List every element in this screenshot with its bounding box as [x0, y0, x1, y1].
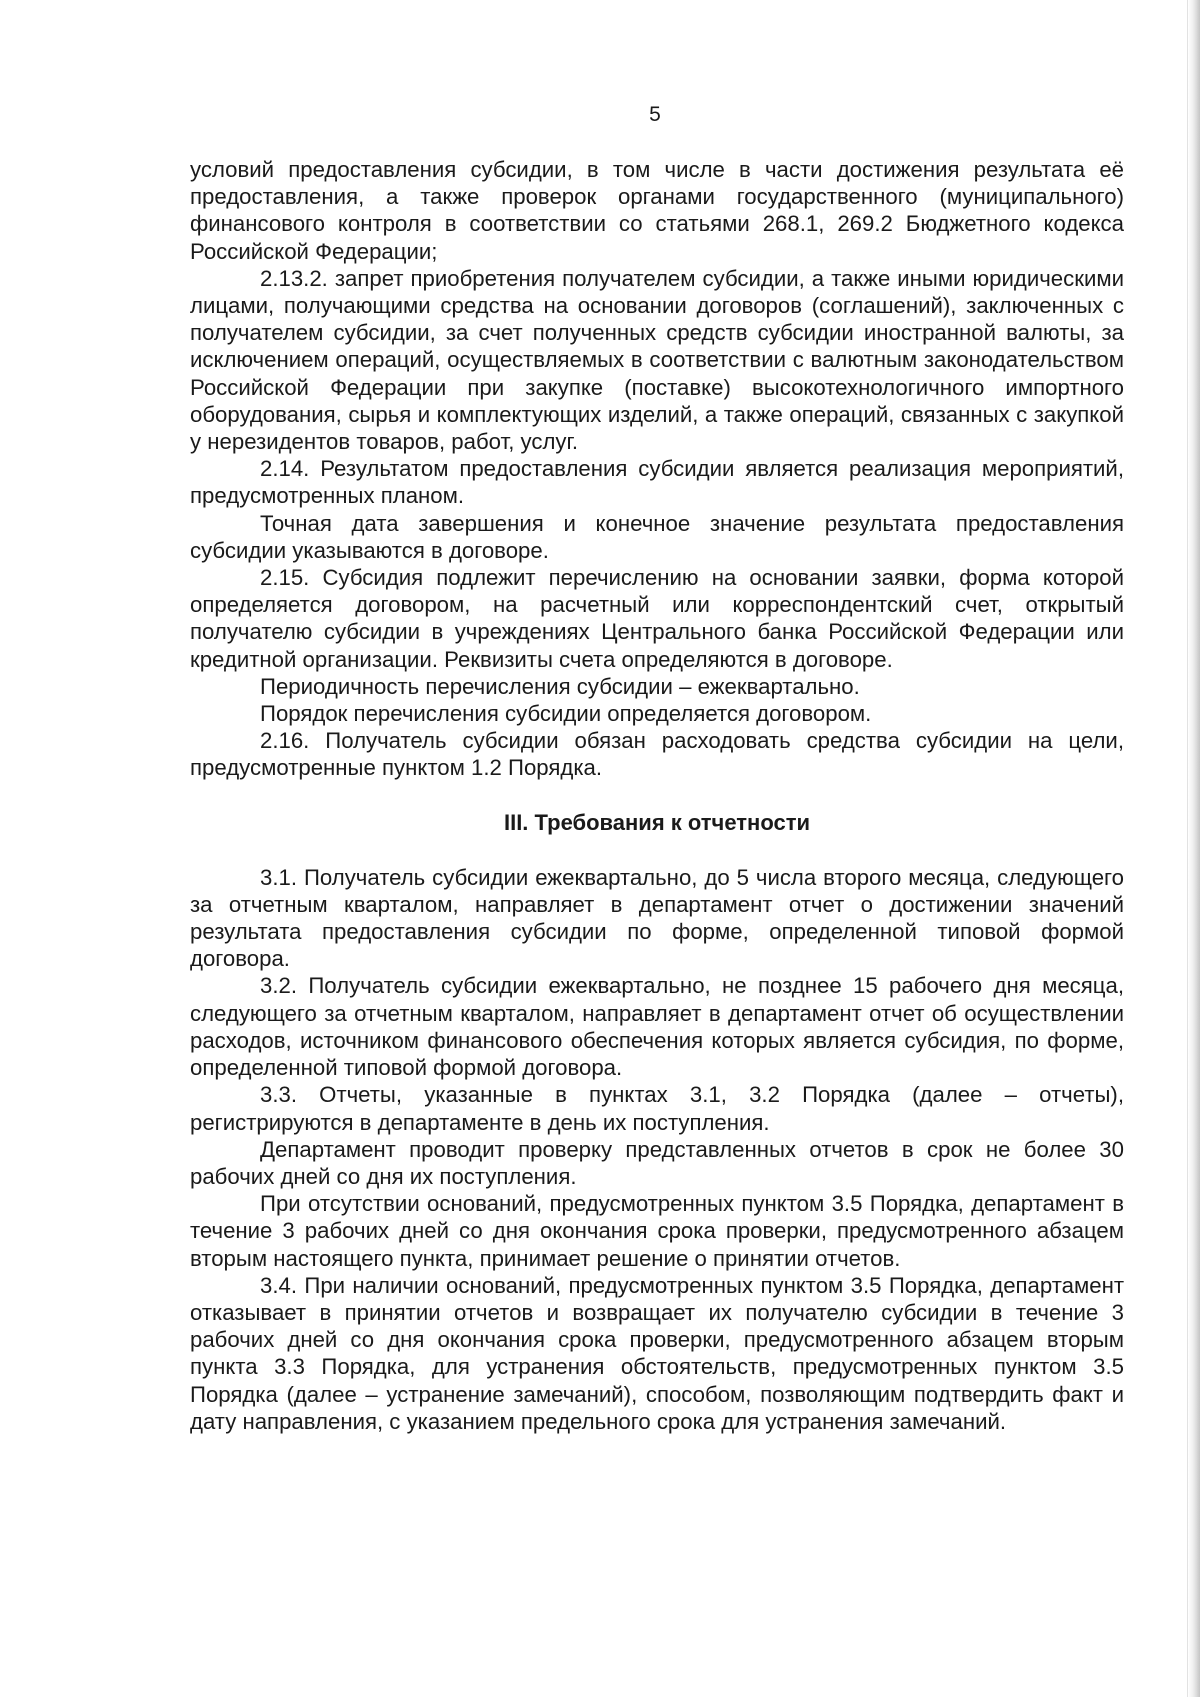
paragraph-2-14: 2.14. Результатом предоставления субсидии является реализация мероприятий, предусмотренных планом.	[190, 456, 1124, 509]
page-edge-shadow	[1188, 0, 1200, 1697]
paragraph-3-3: 3.3. Отчеты, указанные в пунктах 3.1, 3.2 Порядка (далее – отчеты), регистрируются в департаменте в день их поступления.	[190, 1082, 1124, 1135]
paragraph-2-16: 2.16. Получатель субсидии обязан расходовать средства субсидии на цели, предусмотренные пунктом 1.2 Порядка.	[190, 728, 1124, 781]
page-number: 5	[649, 103, 661, 126]
paragraph-continuation: условий предоставления субсидии, в том числе в части достижения результата её предоставления, а также проверок органами государственного (муниципального) финансового контроля в соответствии со статьями 268.1, 269.2 Бюджетного кодекса Российской Федерации;	[190, 157, 1124, 264]
paragraph-3-1: 3.1. Получатель субсидии ежеквартально, до 5 числа второго месяца, следующего за отчетным кварталом, направляет в департамент отчет о достижении значений результата предоставления субсидии по форме, определенной типовой формой договора.	[190, 864, 1124, 972]
paragraph-2-15: 2.15. Субсидия подлежит перечислению на основании заявки, форма которой определяется договором, на расчетный или корреспондентский счет, открытый получателю субсидии в учреждениях Центрального банка Российской Федерации или кредитной организации. Реквизиты счета определяются в договоре.	[190, 565, 1124, 672]
paragraph-2-15-periodicity: Периодичность перечисления субсидии – ежеквартально.	[260, 673, 860, 699]
paragraph-2-14-date: Точная дата завершения и конечное значение результата предоставления субсидии указываются в договоре.	[190, 510, 1124, 563]
paragraph-3-4: 3.4. При наличии оснований, предусмотренных пунктом 3.5 Порядка, департамент отказывает в принятии отчетов и возвращает их получателю субсидии в течение 3 рабочих дней со дня окончания срока проверки, предусмотренного абзацем вторым пункта 3.3 Порядка, для устранения обстоятельств, предусмотренных пунктом 3.5 Порядка (далее – устранение замечаний), способом, позволяющим подтвердить факт и дату направления, с указанием предельного срока для устранения замечаний.	[190, 1272, 1124, 1434]
paragraph-3-3-check: Департамент проводит проверку представленных отчетов в срок не более 30 рабочих дней со дня их поступления.	[190, 1136, 1124, 1189]
paragraph-3-3-decision: При отсутствии оснований, предусмотренных пунктом 3.5 Порядка, департамент в течение 3 рабочих дней со дня окончания срока проверки, предусмотренного абзацем вторым настоящего пункта, принимает решение о принятии отчетов.	[190, 1191, 1124, 1271]
paragraph-2-13-2: 2.13.2. запрет приобретения получателем субсидии, а также иными юридическими лицами, получающими средства на основании договоров (соглашений), заключенных с получателем субсидии, за счет полученных средств субсидии иностранной валюты, за исключением операций, осуществляемых в соответствии с валютным законодательством Российской Федерации при закупке (поставке) высокотехнологичного импортного оборудования, сырья и комплектующих изделий, а также операций, связанных с закупкой у нерезидентов товаров, работ, услуг.	[190, 265, 1124, 455]
section-heading-reporting: III. Требования к отчетности	[503, 809, 811, 835]
document-body	[190, 156, 1124, 1435]
paragraph-3-2: 3.2. Получатель субсидии ежеквартально, не позднее 15 рабочего дня месяца, следующего за отчетным кварталом, направляет в департамент отчет об осуществлении расходов, источником финансового обеспечения которых является субсидия, по форме, определенной типовой формой договора.	[190, 973, 1124, 1081]
paragraph-2-15-procedure: Порядок перечисления субсидии определяется договором.	[260, 701, 872, 727]
